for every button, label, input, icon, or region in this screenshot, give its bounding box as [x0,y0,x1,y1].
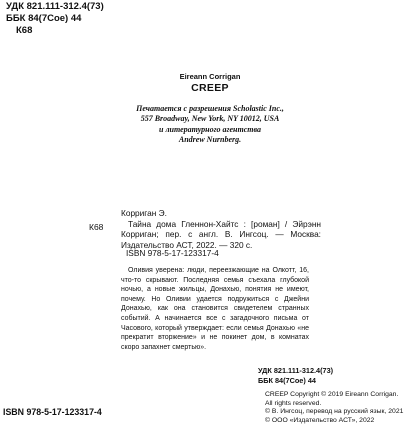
isbn-bottom: ISBN 978-5-17-123317-4 [3,407,102,417]
catalog-description: Тайна дома Гленнон-Хайтс : [роман] / Эйрэнн Корриган; пер. с англ. В. Ингсоц. — Москва: Издательство АСТ, 2022. — 320 с. [121,218,321,250]
permission-notice [0,104,420,145]
permission-line: и литературного агентства [159,124,261,134]
permission-line: 557 Broadway, New York, NY 10012, USA [140,114,280,124]
catalog-isbn: ISBN 978-5-17-123317-4 [126,248,219,258]
annotation: Оливия уверена: люди, переезжающие на Олкотт, 16, что-то скрывают. Последняя семья съехала глубокой ночью, а новые жильцы, Донахью, понятия не имеют, почему. Но Оливии удается подружиться с Джейни Донахью, как она становится свидетелем странных событий. А начинается все с загадочного письма от Часового, который утверждает: если семья Донахью «не прекратит вторжение» и не покинет дом, в комнатах скоро запахнет смертью». [121,267,309,351]
catalog-record [121,208,321,250]
copyright-line: All rights reserved. [265,399,322,407]
permission-line: Печатается с разрешения Scholastic Inc., [136,104,284,113]
udc-code: УДК 821.111-312.4(73) [6,1,104,12]
catalog-author: Корриган Э. [121,208,167,218]
permission-line: Andrew Nurnberg. [178,134,242,144]
copyright-line: CREEP Copyright © 2019 Eireann Corrigan. [265,391,399,398]
copyright-line: © ООО «Издательство АСТ», 2022 [265,417,375,425]
bbk-code-repeat: ББК 84(7Сое) 44 [258,375,316,385]
original-title: CREEP [191,82,229,94]
bbk-code: ББК 84(7Сое) 44 [6,13,82,24]
catalog-author-sign: К68 [89,222,104,232]
classification-codes-repeat [258,366,333,385]
author-sign: К68 [16,25,33,36]
classification-codes [6,1,104,37]
copyright-line: © В. Ингсоц, перевод на русский язык, 2021 [265,408,404,416]
copyright-block [265,391,415,426]
original-author: Eireann Corrigan [179,72,241,81]
udc-code-repeat: УДК 821.111-312.4(73) [258,366,334,375]
